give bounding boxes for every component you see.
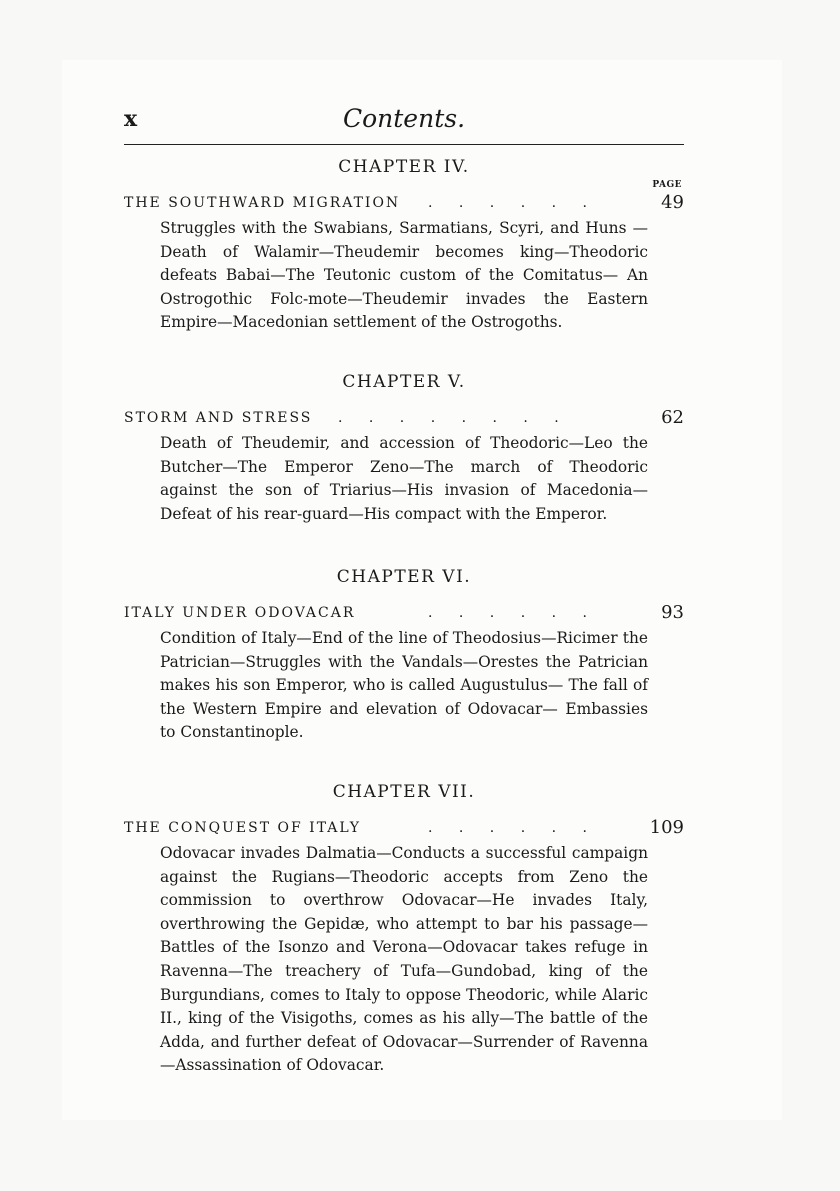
dot-leader: . . . . . . . . — [338, 410, 559, 426]
dot-leader: . . . . . . — [428, 605, 587, 621]
chapter-heading: CHAPTER VII. — [332, 782, 476, 802]
page-number: x — [124, 106, 139, 132]
chapter-entry-vi — [124, 565, 684, 745]
toc-entry[interactable] — [124, 816, 684, 840]
chapter-heading: CHAPTER V. — [342, 372, 466, 392]
chapter-entry-v — [124, 370, 684, 526]
chapter-summary: Struggles with the Swabians, Sarmatians, Scyri, and Huns —Death of Walamir—Theudemir becomes king—Theodoric defeats Babai—The Teutonic custom of the Comitatus— An Ostrogothic Folc-mote—Theudemir invades the Eastern Empire—Macedonian settlement of the Ostrogoths. — [160, 219, 648, 332]
chapter-heading: CHAPTER VI. — [336, 567, 472, 587]
chapter-entry-vii — [124, 780, 684, 1078]
chapter-summary: Odovacar invades Dalmatia—Conducts a successful campaign against the Rugians—Theodoric accepts from Zeno the commission to overthrow Odovacar—He invades Italy, overthrowing the Gepidæ, who attempt to bar his passage— Battles of the Isonzo and Verona—Odovacar takes refuge in Ravenna—The treachery of Tufa—Gundobad, king of the Burgundians, comes to Italy to oppose Theodoric, while Alaric II., king of the Visigoths, comes as his ally—The battle of the Adda, and further defeat of Odovacar—Surrender of Ravenna—Assassination of Odovacar. — [160, 844, 648, 1075]
chapter-page-number[interactable]: 93 — [661, 602, 684, 623]
page-column-label: PAGE — [652, 180, 682, 190]
page-header — [124, 104, 684, 140]
chapter-page-number[interactable]: 49 — [661, 192, 684, 213]
toc-entry[interactable] — [124, 406, 684, 430]
chapter-page-number[interactable]: 62 — [661, 407, 684, 428]
chapter-title: THE CONQUEST OF ITALY — [124, 820, 362, 836]
dot-leader: . . . . . . — [428, 195, 587, 211]
chapter-page-number[interactable]: 109 — [649, 817, 684, 838]
dot-leader: . . . . . . — [428, 820, 587, 836]
header-rule — [124, 144, 684, 145]
toc-entry[interactable] — [124, 191, 684, 215]
chapter-entry-iv — [124, 155, 684, 335]
chapter-title: ITALY UNDER ODOVACAR — [124, 605, 356, 621]
chapter-summary: Condition of Italy—End of the line of Theodosius—Ricimer the Patrician—Struggles with the Vandals—Orestes the Patrician makes his son Emperor, who is called Augustulus— The fall of the Western Empire and elevation of Odovacar— Embassies to Constantinople. — [160, 629, 648, 742]
chapter-summary: Death of Theudemir, and accession of Theodoric—Leo the Butcher—The Emperor Zeno—The march of Theodoric against the son of Triarius—His invasion of Macedonia— Defeat of his rear-guard—His compact with the Emperor. — [160, 434, 648, 523]
running-title: Contents. — [342, 104, 466, 133]
chapter-title: STORM AND STRESS — [124, 410, 313, 426]
chapter-heading: CHAPTER IV. — [338, 157, 470, 177]
chapter-title: THE SOUTHWARD MIGRATION — [124, 195, 401, 211]
toc-entry[interactable] — [124, 601, 684, 625]
